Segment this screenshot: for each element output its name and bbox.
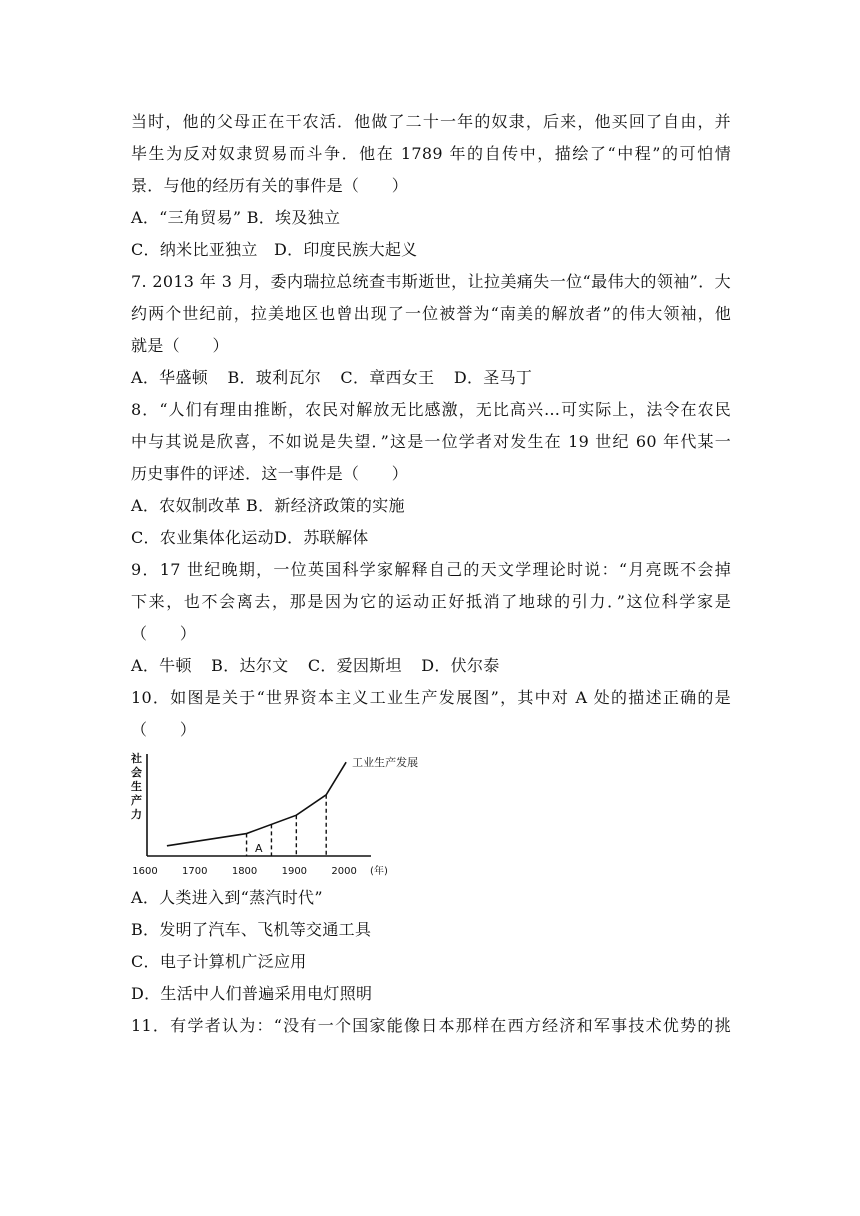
q10-option-c: C．电子计算机广泛应用 (131, 952, 307, 971)
chart-y-label-char: 会 (131, 766, 142, 779)
q8-options-row-2: C．农业集体化运动D．苏联解体 (131, 528, 369, 547)
q11-line-1: 11．有学者认为：“没有一个国家能像日本那样在西方经济和军事技术优势的挑 (131, 1016, 731, 1035)
q10-option-d: D．生活中人们普遍采用电灯照明 (131, 984, 373, 1003)
q9-option-a: A．牛顿 (131, 656, 192, 675)
q6-options-row-1: A．“三角贸易” B．埃及独立 (131, 208, 341, 227)
q9-line-3: （ ） (131, 624, 197, 643)
q6-options-row-2: C．纳米比亚独立 D．印度民族大起义 (131, 240, 418, 259)
document-page (131, 106, 731, 1042)
q7-options (131, 362, 731, 394)
q6-line-1: 当时，他的父母正在干农活．他做了二十一年的奴隶，后来，他买回了自由，并 (131, 112, 731, 131)
q7-line-3: 就是（ ） (131, 336, 229, 355)
q6-line-3: 景．与他的经历有关的事件是（ ） (131, 176, 409, 195)
chart-canvas (131, 750, 419, 880)
q9-option-d: D．伏尔泰 (421, 656, 500, 675)
q7-option-a: A．华盛顿 (131, 368, 209, 387)
q6-line-2: 毕生为反对奴隶贸易而斗争．他在 1789 年的自传中，描绘了“中程”的可怕情 (131, 144, 731, 163)
chart-x-tick-label: (年) (370, 866, 388, 877)
chart-y-label-char: 产 (131, 794, 142, 807)
q10-option-a: A．人类进入到“蒸汽时代” (131, 888, 323, 907)
chart-x-tick-label: 2000 (331, 866, 357, 877)
q10-option-b: B．发明了汽车、飞机等交通工具 (131, 920, 372, 939)
chart-x-tick-label: 1600 (132, 866, 158, 877)
q9-option-c: C．爱因斯坦 (307, 656, 402, 675)
q9-options (131, 650, 731, 682)
q8-options-row-1: A．农奴制改革 B．新经济政策的实施 (131, 496, 405, 515)
q10-line-1: 10．如图是关于“世界资本主义工业生产发展图”，其中对 A 处的描述正确的是 (131, 688, 731, 707)
q7-line-2: 约两个世纪前，拉美地区也曾出现了一位被誉为“南美的解放者”的伟大领袖，他 (131, 304, 731, 323)
q8-line-2: 中与其说是欣喜，不如说是失望．”这是一位学者对发生在 19 世纪 60 年代某一 (131, 432, 731, 451)
q9-option-b: B．达尔文 (211, 656, 289, 675)
q8-line-1: 8．“人们有理由推断，农民对解放无比感激，无比高兴…可实际上，法令在农民 (131, 400, 731, 419)
chart-x-tick-label: 1900 (281, 866, 308, 877)
q7-option-c: C．章西女王 (340, 368, 435, 387)
q7-option-d: D．圣马丁 (453, 368, 533, 387)
chart-y-label-char: 力 (131, 808, 142, 821)
chart-x-tick-label: 1800 (231, 866, 258, 877)
chart-annotation-a: A (255, 842, 263, 855)
chart-y-label-char: 生 (131, 780, 142, 793)
q9-line-1: 9．17 世纪晚期，一位英国科学家解释自己的天文学理论时说：“月亮既不会掉 (131, 560, 731, 579)
q10-line-2: （ ） (131, 720, 197, 739)
chart-series-line (167, 762, 346, 846)
q8-line-3: 历史事件的评述．这一事件是（ ） (131, 464, 409, 483)
chart-x-tick-label: 1700 (182, 866, 208, 877)
industrial-production-chart (131, 750, 419, 880)
q7-line-1: 7. 2013 年 3 月，委内瑞拉总统查韦斯逝世，让拉美痛失一位“最伟大的领袖”．大 (131, 272, 731, 291)
q9-line-2: 下来，也不会离去，那是因为它的运动正好抵消了地球的引力．”这位科学家是 (131, 592, 731, 611)
chart-y-label-char: 社 (131, 752, 142, 765)
q7-option-b: B．玻利瓦尔 (227, 368, 322, 387)
chart-series-label: 工业生产发展 (352, 756, 419, 770)
